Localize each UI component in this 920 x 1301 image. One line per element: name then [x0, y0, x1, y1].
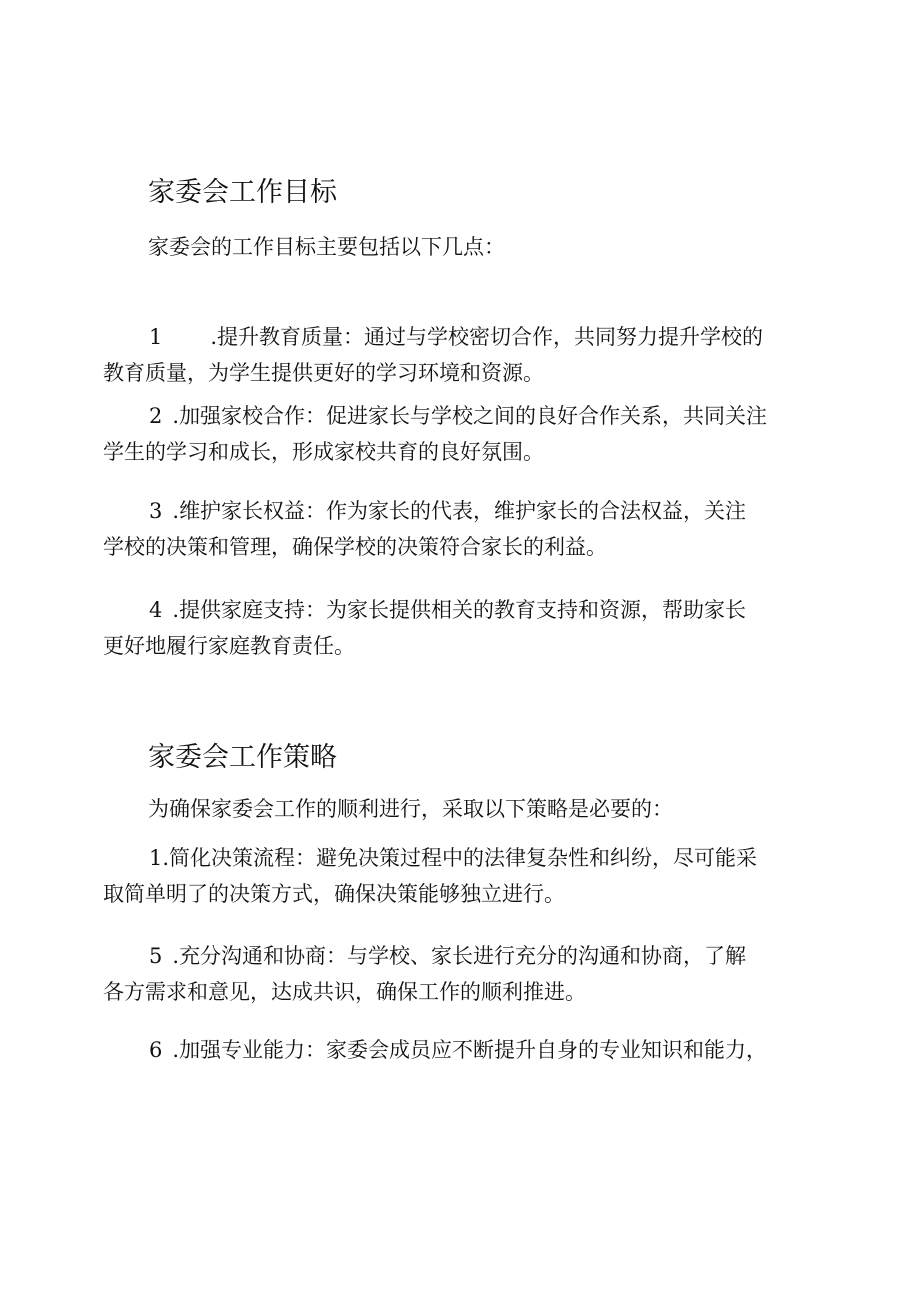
list-item-number: 1	[149, 325, 163, 349]
list-item-strategy-5	[103, 938, 821, 1010]
section-intro-goals: 家委会的工作目标主要包括以下几点：	[148, 235, 505, 259]
list-item-line: 取简单明了的决策方式，确保决策能够独立进行。	[103, 882, 565, 906]
list-item-goal-4	[103, 592, 821, 664]
list-item-strategy-1	[103, 840, 821, 912]
list-item-text: 加强专业能力：家委会成员应不断提升自身的专业知识和能力，	[179, 1038, 768, 1062]
list-item-separator: .	[172, 1038, 180, 1062]
list-item-number: 5	[149, 944, 163, 968]
section-title-strategies: 家委会工作策略	[148, 742, 337, 773]
list-item-separator: .	[172, 404, 180, 428]
list-item-line	[103, 938, 821, 974]
list-item-line	[103, 1032, 821, 1068]
list-item-number: 4	[149, 598, 163, 622]
list-item-text: 维护家长权益：作为家长的代表，维护家长的合法权益，关注	[179, 499, 747, 523]
list-item-text: 充分沟通和协商：与学校、家长进行充分的沟通和协商，了解	[179, 944, 747, 968]
list-item-text: 提升教育质量：通过与学校密切合作，共同努力提升学校的	[217, 325, 764, 349]
list-item-number: 3	[149, 499, 163, 523]
list-item-number: 2	[149, 404, 163, 428]
list-item-text: 加强家校合作：促进家长与学校之间的良好合作关系，共同关注	[179, 404, 768, 428]
list-item-text: 提供家庭支持：为家长提供相关的教育支持和资源，帮助家长	[179, 598, 747, 622]
list-item-goal-3	[103, 493, 821, 565]
list-item-separator: .	[172, 598, 180, 622]
list-item-line: 教育质量，为学生提供更好的学习环境和资源。	[103, 361, 544, 385]
list-item-line: 各方需求和意见，达成共识，确保工作的顺利推进。	[103, 980, 586, 1004]
list-item-line	[103, 592, 821, 628]
list-item-strategy-6	[103, 1032, 821, 1068]
list-item-line	[103, 398, 821, 434]
list-item-line: 更好地履行家庭教育责任。	[103, 634, 355, 658]
section-intro-strategies: 为确保家委会工作的顺利进行，采取以下策略是必要的：	[148, 797, 673, 821]
list-item-line	[103, 319, 821, 355]
list-item-line	[103, 840, 821, 876]
list-item-separator: .	[172, 499, 180, 523]
list-item-line	[103, 493, 821, 529]
list-item-separator: .	[210, 325, 218, 349]
list-item-line: 学生的学习和成长，形成家校共育的良好氛围。	[103, 440, 544, 464]
section-title-goals: 家委会工作目标	[148, 177, 337, 208]
list-item-goal-2	[103, 398, 821, 470]
list-item-number: 1.	[149, 846, 170, 870]
list-item-goal-1	[103, 319, 821, 391]
list-item-text: 简化决策流程：避免决策过程中的法律复杂性和纠纷，尽可能采	[169, 846, 758, 870]
list-item-separator: .	[172, 944, 180, 968]
list-item-number: 6	[149, 1038, 163, 1062]
list-item-line: 学校的决策和管理，确保学校的决策符合家长的利益。	[103, 535, 607, 559]
